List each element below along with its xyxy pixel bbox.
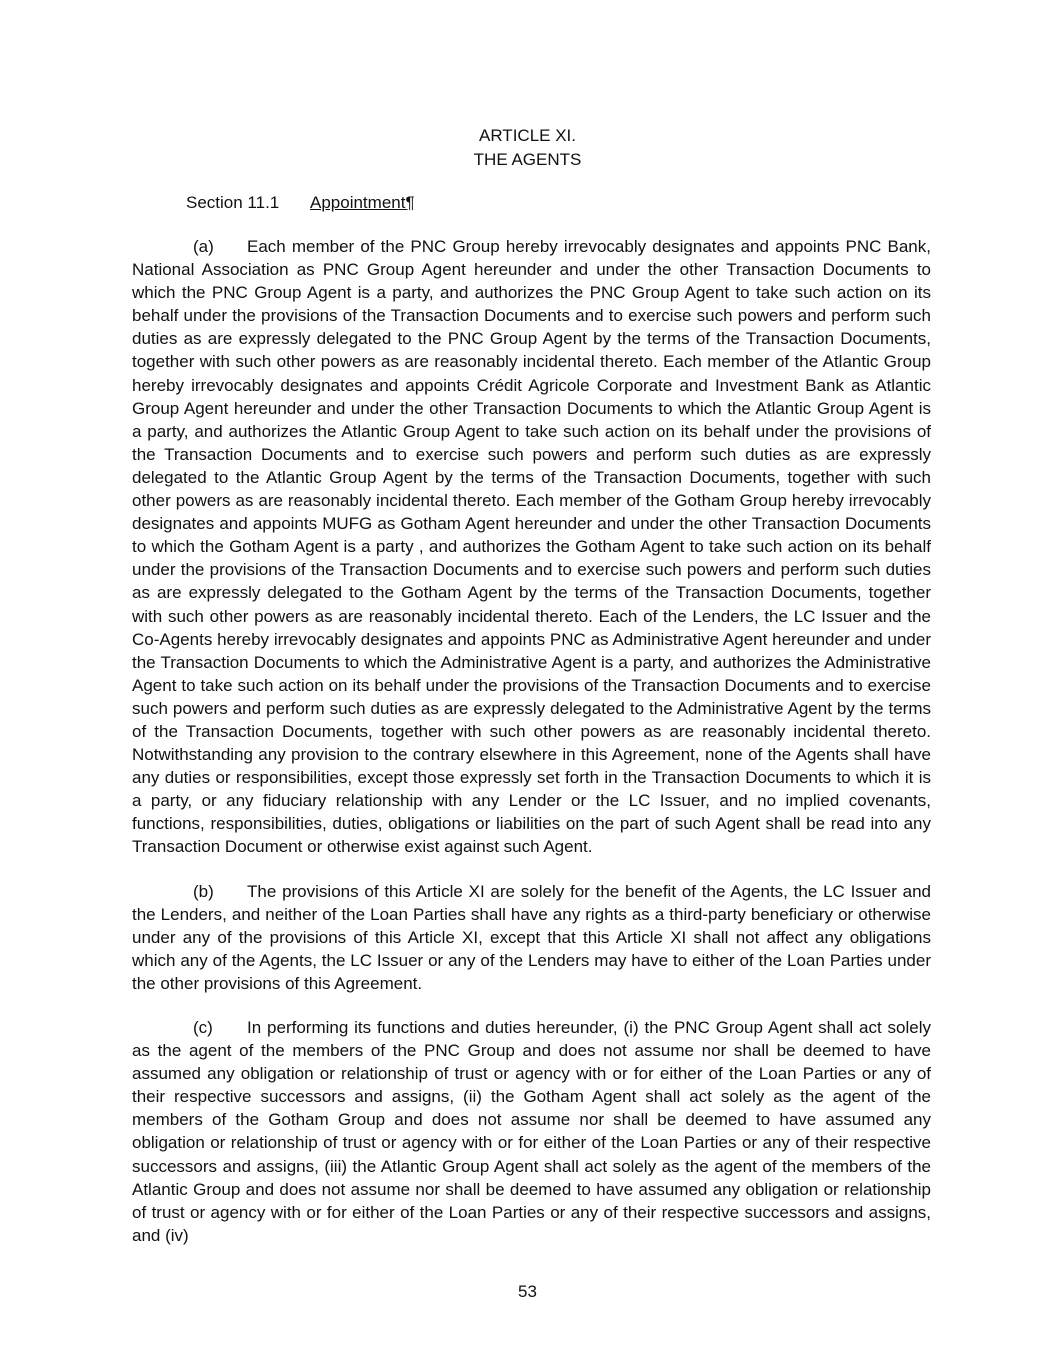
article-number: ARTICLE XI.: [479, 126, 576, 145]
page-number: 53: [518, 1282, 537, 1301]
paragraph-label: (b): [193, 882, 214, 901]
section-number: Section 11.1: [186, 193, 280, 212]
section-heading: [186, 191, 415, 215]
paragraph-text: Each member of the PNC Group hereby irrevocably designates and appoints PNC Bank, National Association as PNC Group Agent hereunder and under the other Transaction Documents to which the PNC Group Agent is a party, and authorizes the PNC Group Agent to take such action on its behalf under the provisions of the Transaction Documents and to exercise such powers and perform such duties as are expressly delegated to the PNC Group Agent by the terms of the Transaction Documents, together with such other powers as are reasonably incidental thereto. Each member of the Atlantic Group hereby irrevocably designates and appoints Crédit Agricole Corporate and Investment Bank as Atlantic Group Agent hereunder and under the other Transaction Documents to which the Atlantic Group Agent is a party, and authorizes the Atlantic Group Agent to take such action on its behalf under the provisions of the Transaction Documents and to exercise such powers and perform such duties as are expressly delegated to the Atlantic Group Agent by the terms of the Transaction Documents, together with such other powers as are reasonably incidental thereto. Each member of the Gotham Group hereby irrevocably designates and appoints MUFG as Gotham Agent hereunder and under the other Transaction Documents to which the Gotham Agent is a party , and authorizes the Gotham Agent to take such action on its behalf under the provisions of the Transaction Documents and to exercise such powers and perform such duties as are expressly delegated to the Gotham Agent by the terms of the Transaction Documents, together with such other powers as are reasonably incidental thereto. Each of the Lenders, the LC Issuer and the Co-Agents hereby irrevocably designates and appoints PNC as Administrative Agent hereunder and under the Transaction Documents to which the Administrative Agent is a party, and authorizes the Administrative Agent to take such action on its behalf under the provisions of the Transaction Documents and to exercise such powers and perform such duties as are expressly delegated to the Administrative Agent by the terms of the Transaction Documents, together with such other powers as are reasonably incidental thereto. Notwithstanding any provision to the contrary elsewhere in this Agreement, none of the Agents shall have any duties or responsibilities, except those expressly set forth in the Transaction Documents to which it is a party, or any fiduciary relationship with any Lender or the LC Issuer, and no implied covenants, functions, responsibilities, duties, obligations or liabilities on the part of such Agent shall be read into any Transaction Document or otherwise exist against such Agent.: [132, 237, 931, 857]
paragraph-b: [132, 880, 931, 995]
paragraph-text: In performing its functions and duties hereunder, (i) the PNC Group Agent shall act solely as the agent of the members of the PNC Group and does not assume nor shall be deemed to have assumed any obligation or relationship of trust or agency with or for either of the Loan Parties or any of their respective successors and assigns, (ii) the Gotham Agent shall act solely as the agent of the members of the Gotham Group and does not assume nor shall be deemed to have assumed any obligation or relationship of trust or agency with or for either of the Loan Parties or any of their respective successors and assigns, (iii) the Atlantic Group Agent shall act solely as the agent of the members of the Atlantic Group and does not assume nor shall be deemed to have assumed any obligation or relationship of trust or agency with or for either of the Loan Parties or any of their respective successors and assigns, and (iv): [132, 1018, 931, 1245]
paragraph-c: [132, 1016, 931, 1247]
section-title: Appointment¶: [310, 193, 415, 212]
paragraph-a: [132, 235, 931, 859]
paragraph-label: (a): [193, 237, 214, 256]
article-heading: [0, 124, 1055, 172]
paragraph-text: The provisions of this Article XI are solely for the benefit of the Agents, the LC Issuer and the Lenders, and neither of the Loan Parties shall have any rights as a third-party beneficiary or otherwise under any of the provisions of this Article XI, except that this Article XI shall not affect any obligations which any of the Agents, the LC Issuer or any of the Lenders may have to either of the Loan Parties under the other provisions of this Agreement.: [132, 882, 931, 994]
paragraph-label: (c): [193, 1018, 213, 1037]
article-title: THE AGENTS: [473, 150, 582, 169]
